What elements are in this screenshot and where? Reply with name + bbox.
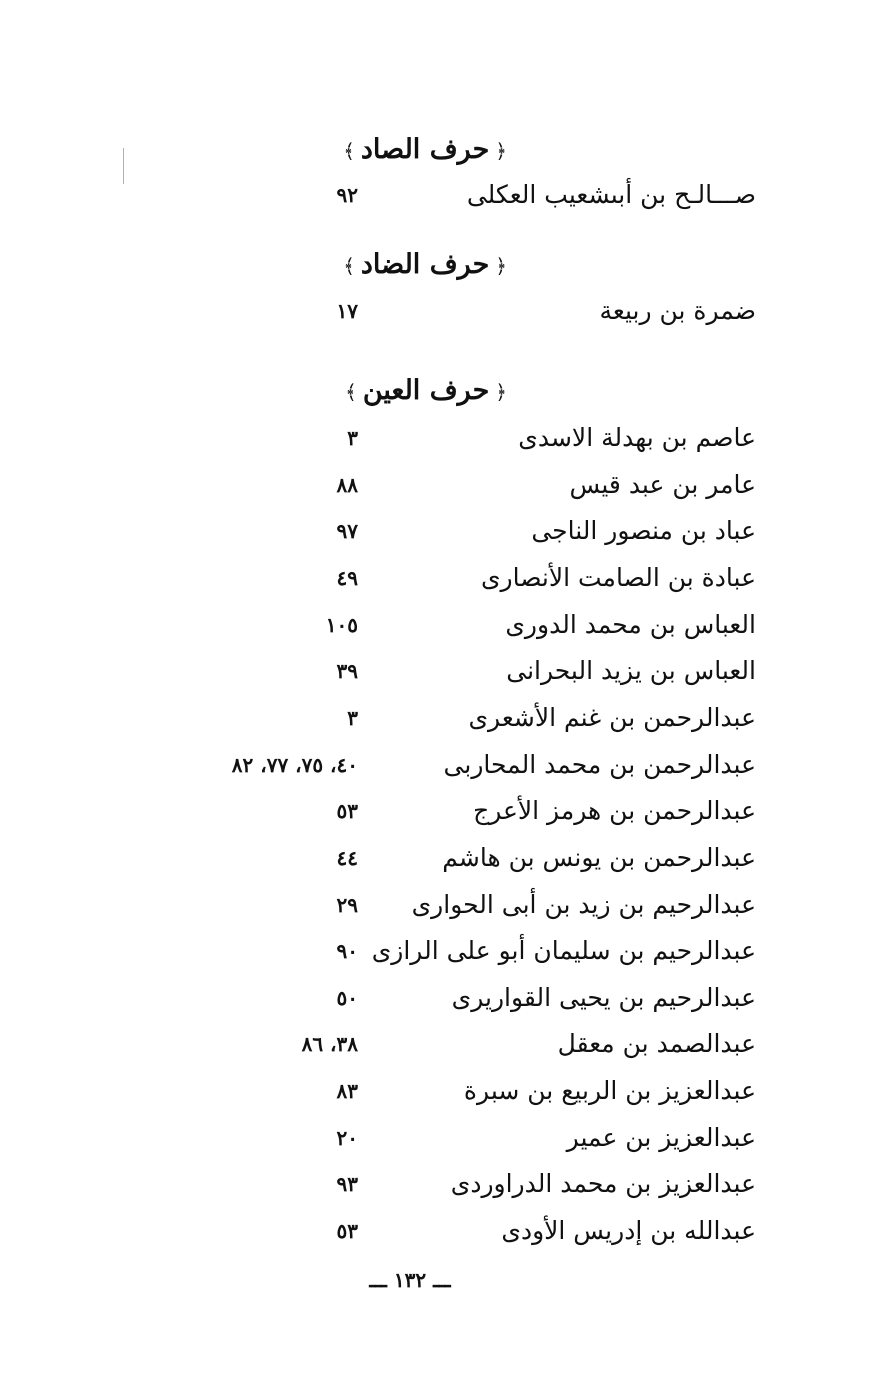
entry-pages: ٣: [347, 426, 358, 450]
entry-name: عبدالصمد بن معقل: [557, 1029, 756, 1058]
entry-pages: ٨٣: [336, 1079, 358, 1103]
entry-pages: ٣٨، ٨٦: [301, 1032, 358, 1056]
index-entry: [0, 173, 873, 217]
ornament-open-icon: ﴿: [495, 253, 507, 278]
entry-name: العباس بن محمد الدورى: [505, 610, 756, 639]
index-entry: [0, 836, 873, 880]
index-entry: [0, 789, 873, 833]
entry-name: عبدالعزيز بن عمير: [566, 1123, 756, 1152]
entry-name: عبدالرحمن بن غنم الأشعرى: [468, 703, 756, 732]
entry-name: عبدالرحيم بن يحيى القواريرى: [451, 983, 756, 1012]
entry-name: عبدالعزيز بن الربيع بن سبرة: [463, 1076, 756, 1105]
entry-pages: ٥٣: [336, 799, 358, 823]
index-entry: [0, 416, 873, 460]
entry-name: عبدالرحمن بن محمد المحاربى: [443, 750, 756, 779]
entry-name: عاصم بن بهدلة الاسدى: [518, 423, 756, 452]
ornament-close-icon: ﴾: [343, 253, 355, 278]
index-entry: [0, 1116, 873, 1160]
ornament-close-icon: ﴾: [343, 138, 355, 163]
section-title-dad: حرف الضاد: [360, 249, 490, 280]
entry-name: عامر بن عبد قيس: [569, 470, 756, 499]
section-title-ayn: حرف العين: [362, 375, 490, 406]
index-entry: [0, 1209, 873, 1253]
entry-pages: ٢٠: [336, 1126, 358, 1150]
entry-pages: ٤٤: [336, 846, 358, 870]
ornament-open-icon: ﴿: [495, 138, 507, 163]
ornament-open-icon: ﴿: [495, 379, 507, 404]
entry-pages: ١٠٥: [325, 613, 358, 637]
entry-name: صـــالـح بن أبىشعيب العكلى: [466, 180, 756, 209]
entry-pages: ١٧: [336, 299, 358, 323]
entry-pages: ٤٩: [336, 566, 358, 590]
index-entry: [0, 743, 873, 787]
section-title-sad: حرف الصاد: [360, 134, 490, 165]
entry-name: عباد بن منصور الناجى: [531, 516, 756, 545]
index-entry: [0, 1069, 873, 1113]
entry-name: عبادة بن الصامت الأنصارى: [480, 563, 756, 592]
entry-pages: ٢٩: [336, 893, 358, 917]
index-entry: [0, 929, 873, 973]
entry-name: عبدالرحمن بن يونس بن هاشم: [442, 843, 756, 872]
entry-pages: ٩٧: [336, 519, 358, 543]
entry-pages: ٤٠، ٧٥، ٧٧، ٨٢: [231, 753, 358, 777]
entry-name: عبدالرحيم بن سليمان أبو على الرازى: [371, 936, 756, 965]
index-entry: [0, 463, 873, 507]
entry-pages: ٣٩: [336, 659, 358, 683]
index-entry: [0, 289, 873, 333]
section-heading-dad: [337, 245, 513, 285]
index-entry: [0, 649, 873, 693]
index-entry: [0, 883, 873, 927]
ornament-close-icon: ﴾: [345, 379, 357, 404]
entry-name: ضمرة بن ربيعة: [599, 296, 756, 325]
index-entry: [0, 1162, 873, 1206]
section-heading-sad: [337, 130, 513, 170]
index-entry: [0, 696, 873, 740]
index-entry: [0, 509, 873, 553]
entry-name: عبدالرحمن بن هرمز الأعرج: [473, 796, 756, 825]
page-number: ـــ ١٣٢ ـــ: [369, 1268, 451, 1292]
entry-name: عبدالرحيم بن زيد بن أبى الحوارى: [411, 890, 756, 919]
index-entry: [0, 556, 873, 600]
entry-pages: ٨٨: [336, 473, 358, 497]
index-entry: [0, 603, 873, 647]
entry-pages: ٥٠: [336, 986, 358, 1010]
entry-name: عبدالله بن إدريس الأودى: [501, 1216, 756, 1245]
index-entry: [0, 1022, 873, 1066]
entry-pages: ٣: [347, 706, 358, 730]
entry-pages: ٩٠: [336, 939, 358, 963]
entry-pages: ٩٢: [336, 183, 358, 207]
entry-pages: ٩٣: [336, 1172, 358, 1196]
entry-name: العباس بن يزيد البحرانى: [506, 656, 756, 685]
index-entry: [0, 976, 873, 1020]
entry-name: عبدالعزيز بن محمد الدراوردى: [450, 1169, 756, 1198]
entry-pages: ٥٣: [336, 1219, 358, 1243]
section-heading-ayn: [339, 371, 513, 411]
